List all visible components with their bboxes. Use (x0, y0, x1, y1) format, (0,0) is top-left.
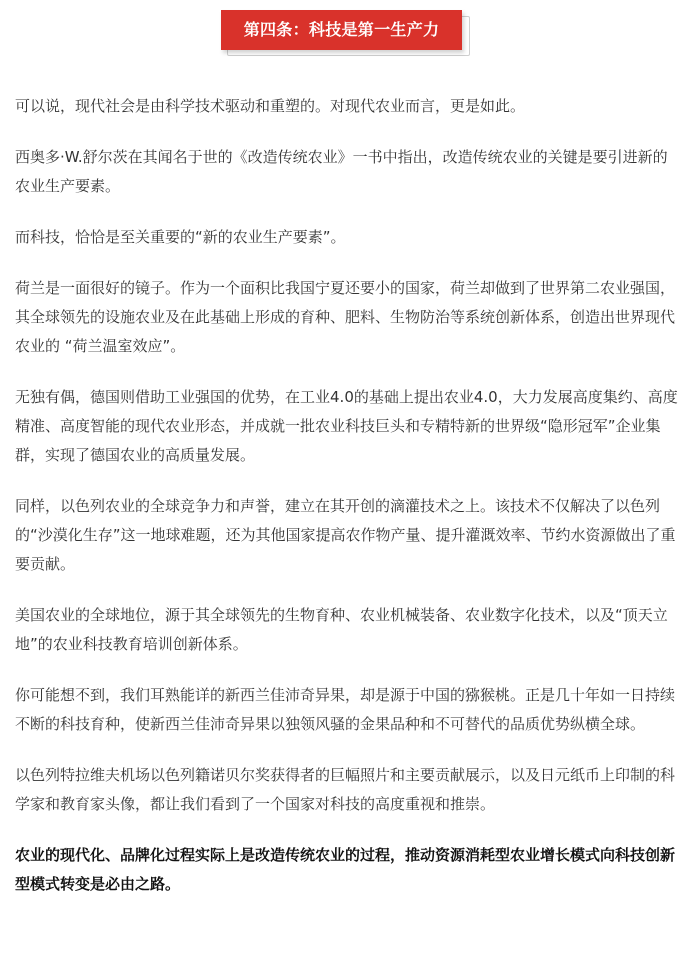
paragraph: 无独有偶，德国则借助工业强国的优势，在工业4.0的基础上提出农业4.0，大力发展高度集约、高度精准、高度智能的现代农业形态，并成就一批农业科技巨头和专精特新的世界级“隐形冠军”企业集群，实现了德国农业的高质量发展。 (15, 388, 678, 464)
article-body (15, 92, 679, 921)
paragraph: 以色列特拉维夫机场以色列籍诺贝尔奖获得者的巨幅照片和主要贡献展示，以及日元纸币上印制的科学家和教育家头像，都让我们看到了一个国家对科技的高度重视和推崇。 (15, 766, 676, 813)
conclusion-paragraph: 农业的现代化、品牌化过程实际上是改造传统农业的过程，推动资源消耗型农业增长模式向科技创新型模式转变是必由之路。 (15, 846, 676, 893)
section-header (0, 10, 686, 60)
paragraph: 同样，以色列农业的全球竞争力和声誉，建立在其开创的滴灌技术之上。该技术不仅解决了以色列的“沙漠化生存”这一地球难题，还为其他国家提高农作物产量、提升灌溉效率、节约水资源做出了重要贡献。 (15, 497, 676, 573)
paragraph: 而科技，恰恰是至关重要的“新的农业生产要素”。 (15, 228, 346, 246)
section-title: 第四条：科技是第一生产力 (221, 10, 462, 50)
paragraph: 西奥多·W.舒尔茨在其闻名于世的《改造传统农业》一书中指出，改造传统农业的关键是要引进新的农业生产要素。 (15, 148, 668, 195)
paragraph: 你可能想不到，我们耳熟能详的新西兰佳沛奇异果，却是源于中国的猕猴桃。正是几十年如一日持续不断的科技育种，使新西兰佳沛奇异果以独领风骚的金果品种和不可替代的品质优势纵横全球。 (15, 686, 676, 733)
paragraph: 荷兰是一面很好的镜子。作为一个面积比我国宁夏还要小的国家，荷兰却做到了世界第二农业强国，其全球领先的设施农业及在此基础上形成的育种、肥料、生物防治等系统创新体系，创造出世界现代农业的 “荷兰温室效应”。 (15, 279, 676, 355)
paragraph: 美国农业的全球地位，源于其全球领先的生物育种、农业机械装备、农业数字化技术，以及“顶天立地”的农业科技教育培训创新体系。 (15, 606, 668, 653)
paragraph: 可以说，现代社会是由科学技术驱动和重塑的。对现代农业而言，更是如此。 (15, 97, 526, 115)
